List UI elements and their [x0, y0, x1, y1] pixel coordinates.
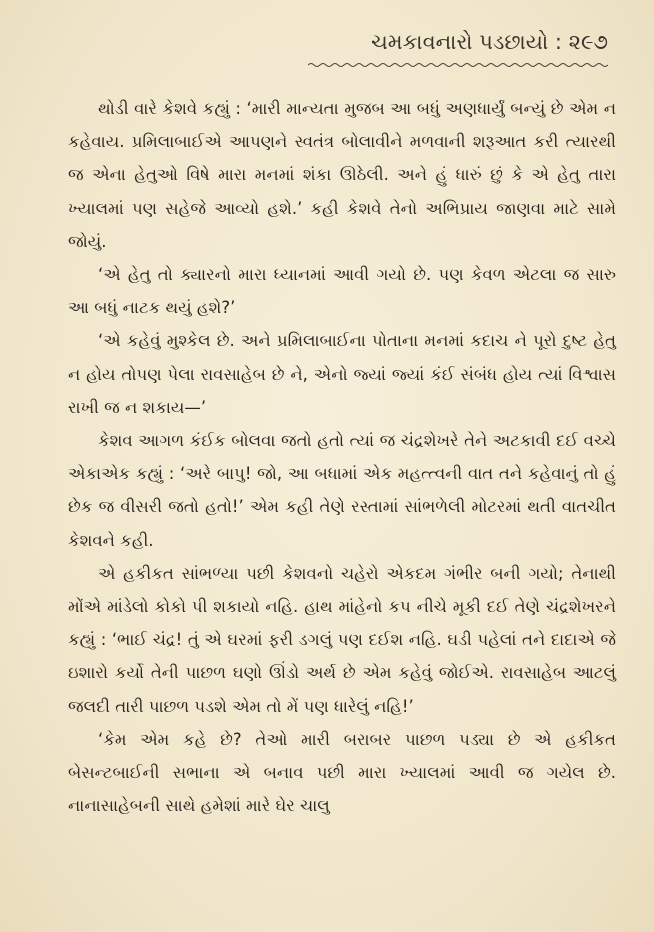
paragraph-4: કેશવ આગળ કંઈક બોલવા જતો હતો ત્યાં જ ચંદ્રશેખરે તેને અટકાવી દઈ વચ્ચે એકાએક કહ્યું : ‘અરે બાપુ! જો, આ બધામાં એક મહત્ત્વની વાત તને કહેવાનું તો હું છેક જ વીસરી જતો હતો!’ એમ કહી તેણે રસ્તામાં સાંભળેલી મોટરમાં થતી વાતચીત કેશવને કહી.	[68, 431, 616, 550]
running-header: ચમકાવનારો પડછાયો : ૨૯૭	[370, 30, 608, 54]
paragraph-1: થોડી વારે કેશવે કહ્યું : ‘મારી માન્યતા મુજબ આ બધું અણધાર્યું બન્યું છે એમ ન કહેવાય. પ્રમિલાબાઈએ આપણને સ્વતંત્ર બોલાવીને મળવાની શરૂઆત કરી ત્યારથી જ એના હેતુઓ વિષે મારા મનમાં શંકા ઊઠેલી. અને હું ધારું છું કે એ હેતુ તારા ખ્યાલમાં પણ સહેજે આવ્યો હશે.’ કહી કેશવે તેનો અભિપ્રાય જાણવા માટે સામે જોયું.	[68, 99, 616, 251]
paragraph-5: એ હકીકત સાંભળ્યા પછી કેશવનો ચહેરો એકદમ ગંભીર બની ગયો; તેનાથી મોંએ માંડેલો કોકો પી શકાયો નહિ. હાથ માંહેનો કપ નીચે મૂકી દઈ તેણે ચંદ્રશેખરને કહ્યું : ‘ભાઈ ચંદ્ર! તું એ ઘરમાં ફરી ડગલું પણ દઈશ નહિ. ઘડી પહેલાં તને દાદાએ જે ઇશારો કર્યો તેની પાછળ ઘણો ઊંડો અર્થ છે એમ કહેવું જોઈએ. રાવસાહેબ આટલું જલદી તારી પાછળ પડશે એમ તો મેં પણ ધારેલું નહિ!’	[68, 563, 616, 716]
paragraph-6: ‘કેમ એમ કહે છે? તેઓ મારી બરાબર પાછળ પડ્યા છે એ હકીકત બેસન્ટબાઈની સભાના એ બનાવ પછી મારા ખ્યાલમાં આવી જ ગયેલ છે. નાનાસાહેબની સાથે હમેશાં મારે ઘેર ચાલુ	[68, 729, 616, 816]
header-wavy-rule	[308, 62, 608, 68]
body-text	[68, 92, 616, 822]
paragraph-3: ‘એ કહેવું મુશ્કેલ છે. અને પ્રમિલાબાઈના પોતાના મનમાં કદાચ ને પૂરો દુષ્ટ હેતુ ન હોય તોપણ પેલા રાવસાહેબ છે ને, એનો જ્યાં જ્યાં કંઈ સંબંધ હોય ત્યાં વિશ્વાસ રાખી જ ન શકાય—’	[68, 331, 616, 417]
paragraph-2: ‘એ હેતુ તો ક્યારનો મારા ધ્યાનમાં આવી ગયો છે. પણ કેવળ એટલા જ સારુ આ બધું નાટક થયું હશે?’	[68, 265, 616, 318]
